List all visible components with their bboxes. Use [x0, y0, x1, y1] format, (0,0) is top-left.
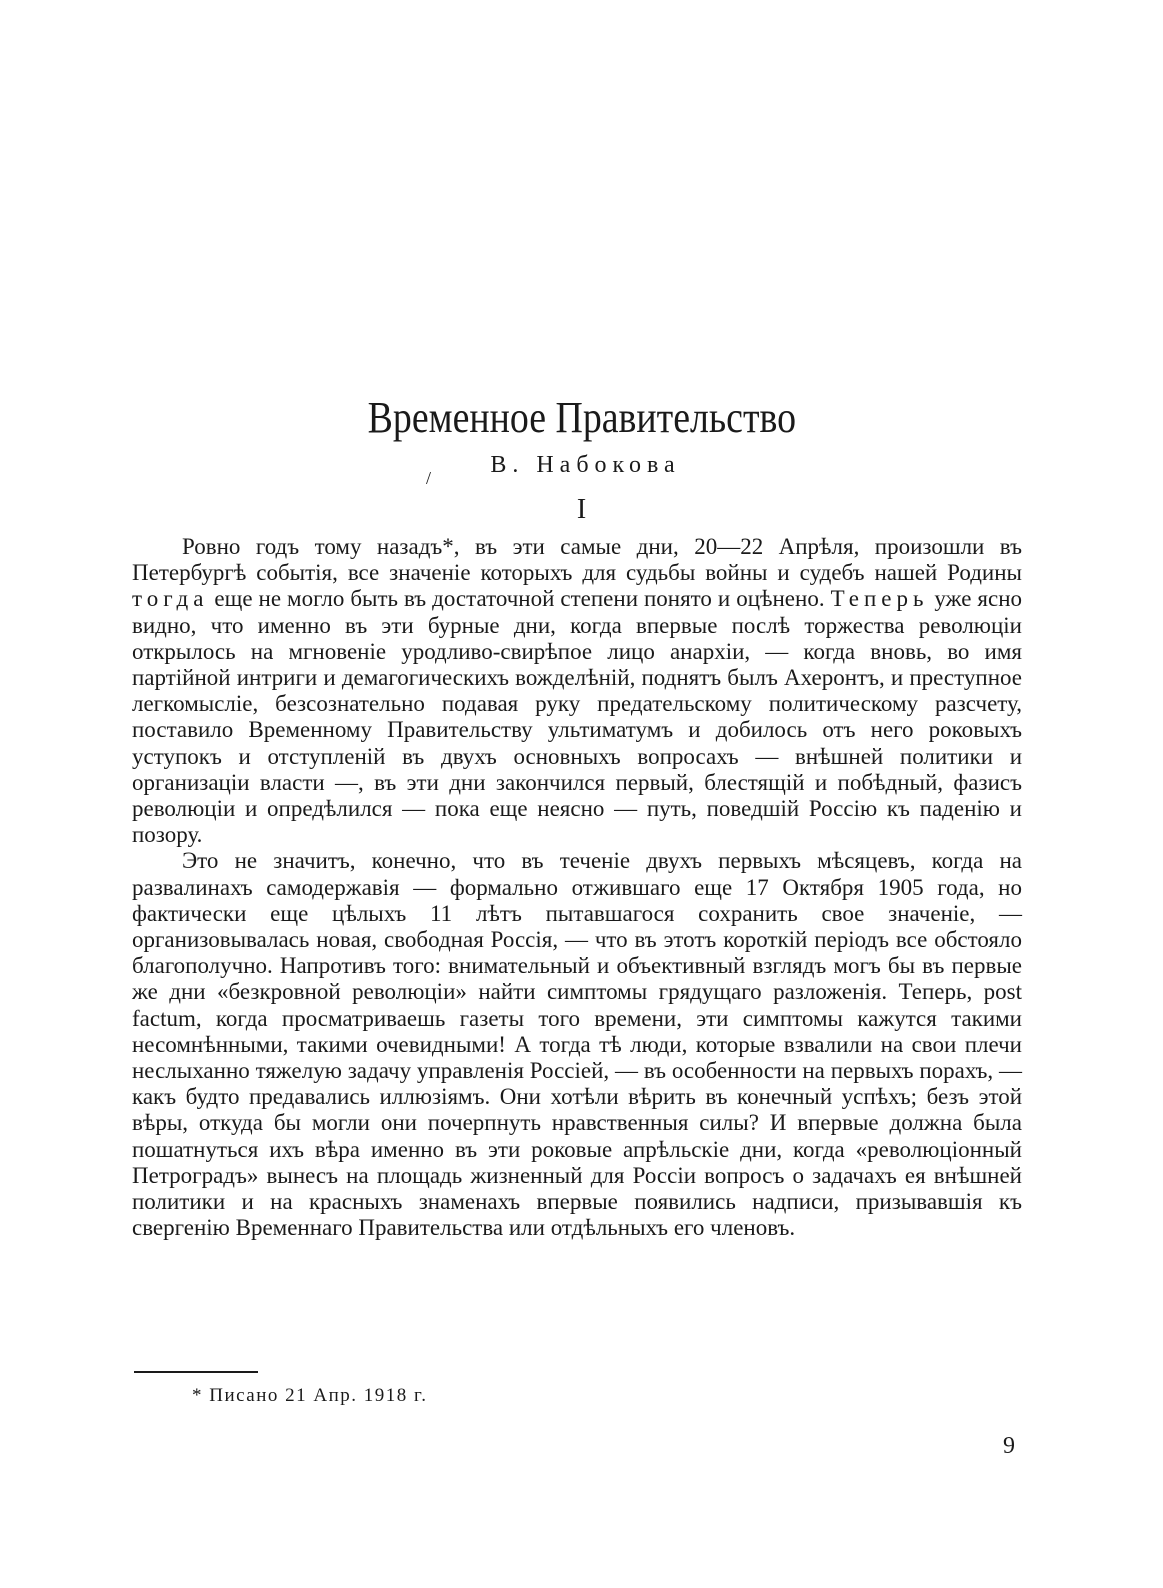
author-byline: В. Набокова [490, 452, 681, 478]
text-run: Ровно годъ тому назадъ*, въ эти самые дни, 20—22 Апрѣля, произошли въ Петербургѣ событія, все значеніе которыхъ для судьбы войны и судебъ нашей Родины [132, 534, 1022, 586]
footnote: * Писано 21 Апр. 1918 г. [192, 1385, 428, 1406]
body-paragraph [132, 534, 1022, 848]
section-numeral: I [576, 494, 587, 525]
footnote-rule [134, 1371, 258, 1373]
text-run: еще не могло быть въ достаточной степени понято и оцѣнено. [208, 586, 831, 612]
body-paragraph [132, 848, 1022, 1241]
article-body [132, 534, 1022, 1241]
page-number: 9 [1003, 1433, 1015, 1459]
byline-mark: / [426, 468, 432, 488]
text-run: уже ясно видно, что именно въ эти бурные дни, когда впервые послѣ торжества революціи открылось на мгновеніе уродливо-свирѣпое лицо анархіи, — когда вновь, во имя партійной интриги и демагогическихъ вожделѣній, поднятъ былъ Ахеронтъ, и преступное легкомысліе, безсознательно подавая руку предательскому политическому разсчету, поставило Временному Правительству ультиматумъ и добилось отъ него роковыхъ уступокъ и отступленій въ двухъ основныхъ вопросахъ — внѣшней политики и организаціи власти —, въ эти дни закончился первый, блестящій и побѣдный, фазисъ революціи и опредѣлился — пока еще неясно — путь, поведшій Россію къ паденію и позору. [132, 586, 1023, 848]
article-title: Временное Правительство [367, 393, 797, 442]
text-run: Это не значитъ, конечно, что въ теченіе двухъ первыхъ мѣсяцевъ, когда на развалинахъ самодержавія — формально отжившаго еще 17 Октября 1905 года, но фактически еще цѣлыхъ 11 лѣтъ пытавшагося сохранить свое значеніе, — организовывалась новая, свободная Россія, — что въ этотъ короткій періодъ все обстояло благополучно. Напротивъ того: внимательный и объективный взглядъ могъ бы въ первые же дни «безкровной революціи» найти симптомы грядущаго разложенія. Теперь, post factum, когда просматриваешь газеты того времени, эти симптомы кажутся такими несомнѣнными, такими очевидными! А тогда тѣ люди, которые взвалили на свои плечи неслыханно тяжелую задачу управленія Россіей, — въ особенности на первыхъ порахъ, — какъ будто предавались иллюзіямъ. Они хотѣли вѣрить въ конечный успѣхъ; безъ этой вѣры, откуда бы могли они почерпнуть нравственныя силы? И впервые должна была пошатнуться ихъ вѣра именно въ эти роковые апрѣльскіе дни, когда «революціонный Петроградъ» вынесъ на площадь жизненный для Россіи вопросъ о задачахъ ея внѣшней политики и на красныхъ знаменахъ впервые появились надписи, призывавшія къ свергенію Временнаго Правительства или отдѣльныхъ его членовъ. [132, 848, 1022, 1241]
emphasized-word: тогда [132, 586, 209, 612]
emphasized-word: Теперь [830, 586, 929, 612]
